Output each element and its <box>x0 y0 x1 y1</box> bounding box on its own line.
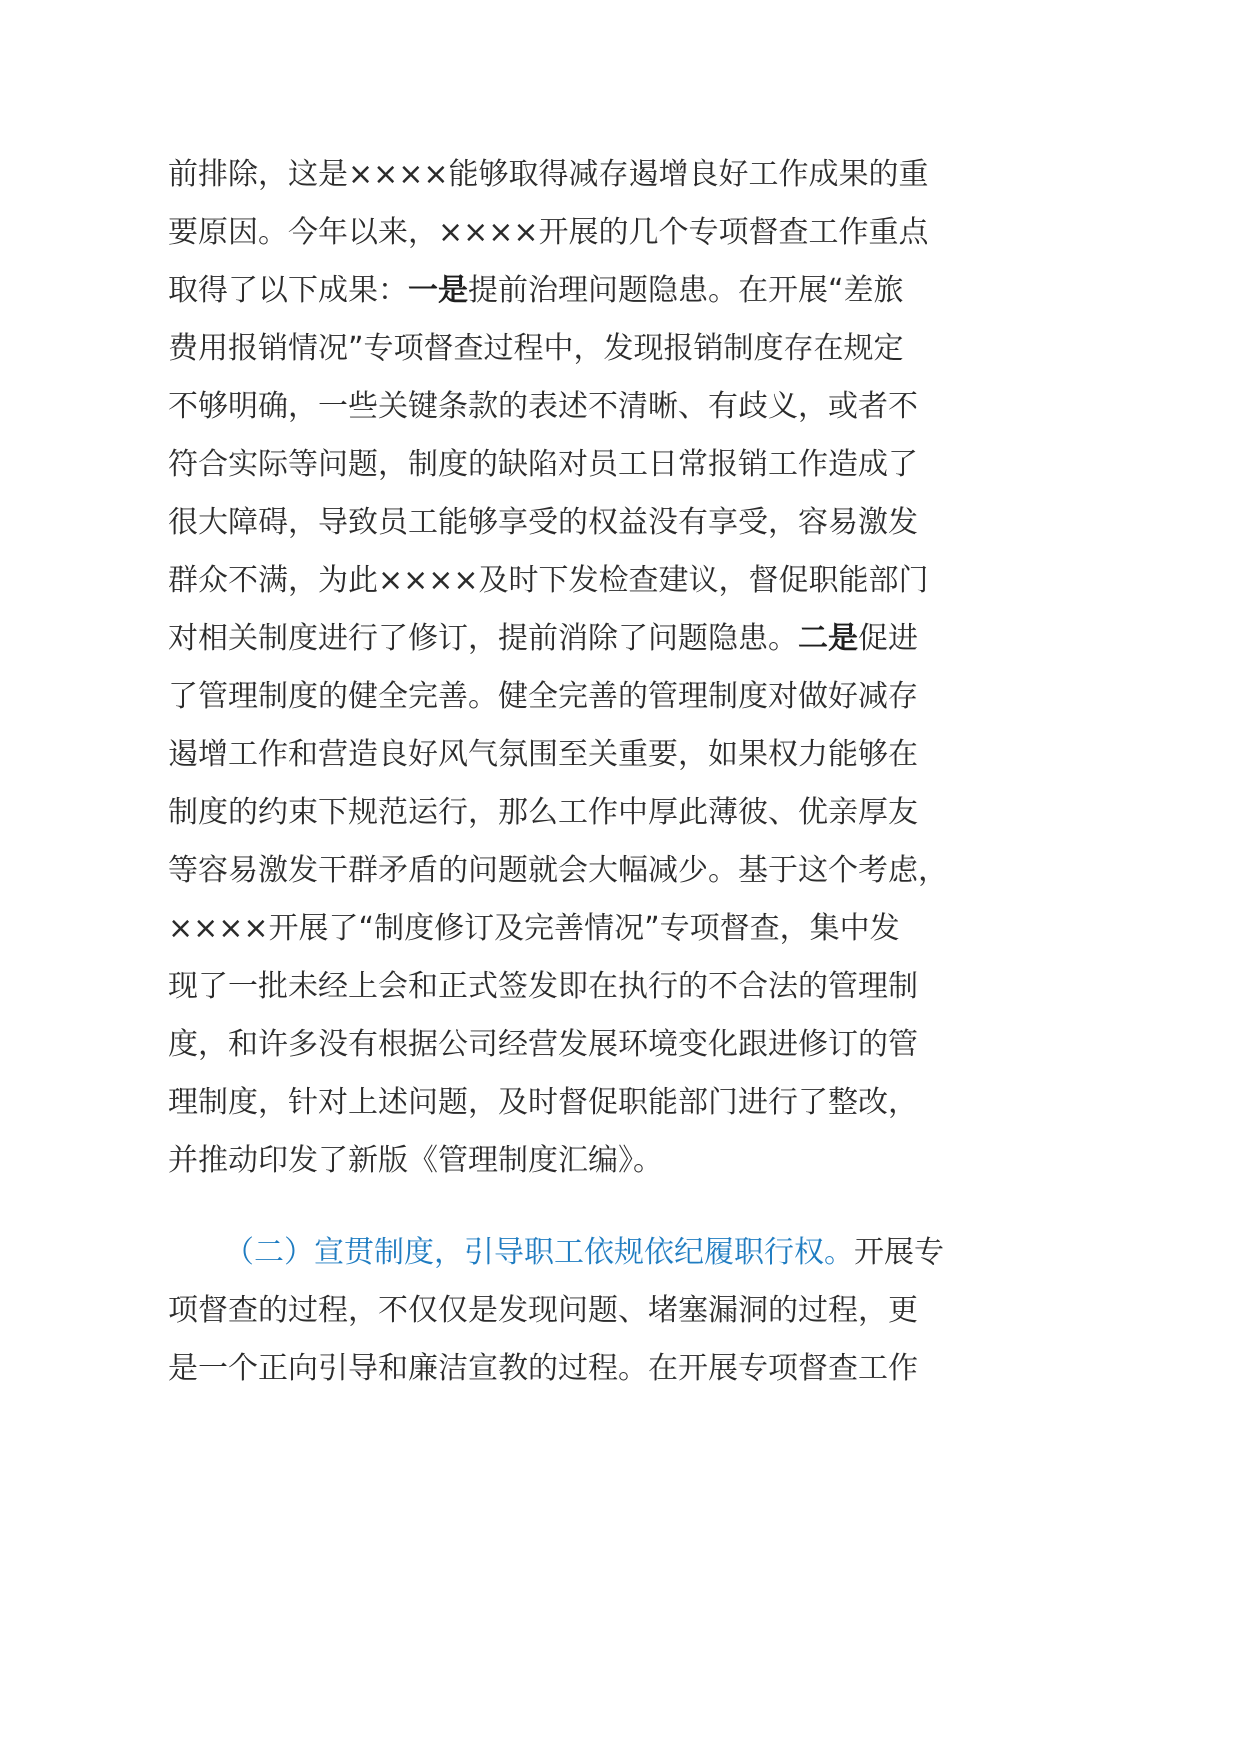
paragraph-1-line-17: 理制度，针对上述问题，及时督促职能部门进行了整改， <box>168 1085 918 1120</box>
paragraph-2-line-2: 项督查的过程，不仅仅是发现问题、堵塞漏洞的过程，更 <box>168 1293 918 1328</box>
line-3-text-after: 提前治理问题隐患。在开展“差旅 <box>468 273 904 308</box>
paragraph-1-line-6: 符合实际等问题，制度的缺陷对员工日常报销工作造成了 <box>168 447 918 482</box>
paragraph-1-line-13: 等容易激发干群矛盾的问题就会大幅减少。基于这个考虑， <box>168 853 948 888</box>
line-9-text-after: 促进 <box>858 621 918 656</box>
paragraph-1-line-9 <box>168 610 938 668</box>
paragraph-1-line-15: 现了一批未经上会和正式签发即在执行的不合法的管理制 <box>168 969 918 1004</box>
section-heading: （二）宣贯制度，引导职工依规依纪履职行权。 <box>224 1235 854 1270</box>
line-9-text-before: 对相关制度进行了修订，提前消除了问题隐患。 <box>168 621 798 656</box>
paragraph-2-line-1-text: 开展专 <box>854 1235 944 1270</box>
paragraph-1-line-8: 群众不满，为此××××及时下发检查建议，督促职能部门 <box>168 563 929 598</box>
paragraph-2-line-3: 是一个正向引导和廉洁宣教的过程。在开展专项督查工作 <box>168 1351 918 1386</box>
line-3-text-before: 取得了以下成果： <box>168 273 408 308</box>
paragraph-1-line-2: 要原因。今年以来，××××开展的几个专项督查工作重点 <box>168 215 929 250</box>
paragraph-1-line-5: 不够明确，一些关键条款的表述不清晰、有歧义，或者不 <box>168 389 918 424</box>
paragraph-1-line-11: 遏增工作和营造良好风气氛围至关重要，如果权力能够在 <box>168 737 918 772</box>
point-two-label: 二是 <box>798 621 858 656</box>
document-body <box>168 146 948 1398</box>
paragraph-2-line-1 <box>168 1224 944 1282</box>
paragraph-1-line-18: 并推动印发了新版《管理制度汇编》。 <box>168 1143 663 1178</box>
paragraph-1-line-14: ××××开展了“制度修订及完善情况”专项督查，集中发 <box>168 911 900 946</box>
paragraph-1-line-7: 很大障碍，导致员工能够享受的权益没有享受，容易激发 <box>168 505 918 540</box>
paragraph-1-line-10: 了管理制度的健全完善。健全完善的管理制度对做好减存 <box>168 679 918 714</box>
point-one-label: 一是 <box>408 273 468 308</box>
paragraph-1-line-16: 度，和许多没有根据公司经营发展环境变化跟进修订的管 <box>168 1027 918 1062</box>
paragraph-1-line-1: 前排除，这是××××能够取得减存遏增良好工作成果的重 <box>168 157 929 192</box>
paragraph-1-line-3 <box>168 262 938 320</box>
paragraph-1-line-4: 费用报销情况”专项督查过程中，发现报销制度存在规定 <box>168 331 904 366</box>
paragraph-1-line-12: 制度的约束下规范运行，那么工作中厚此薄彼、优亲厚友 <box>168 795 918 830</box>
paragraph-spacer <box>168 1190 938 1224</box>
